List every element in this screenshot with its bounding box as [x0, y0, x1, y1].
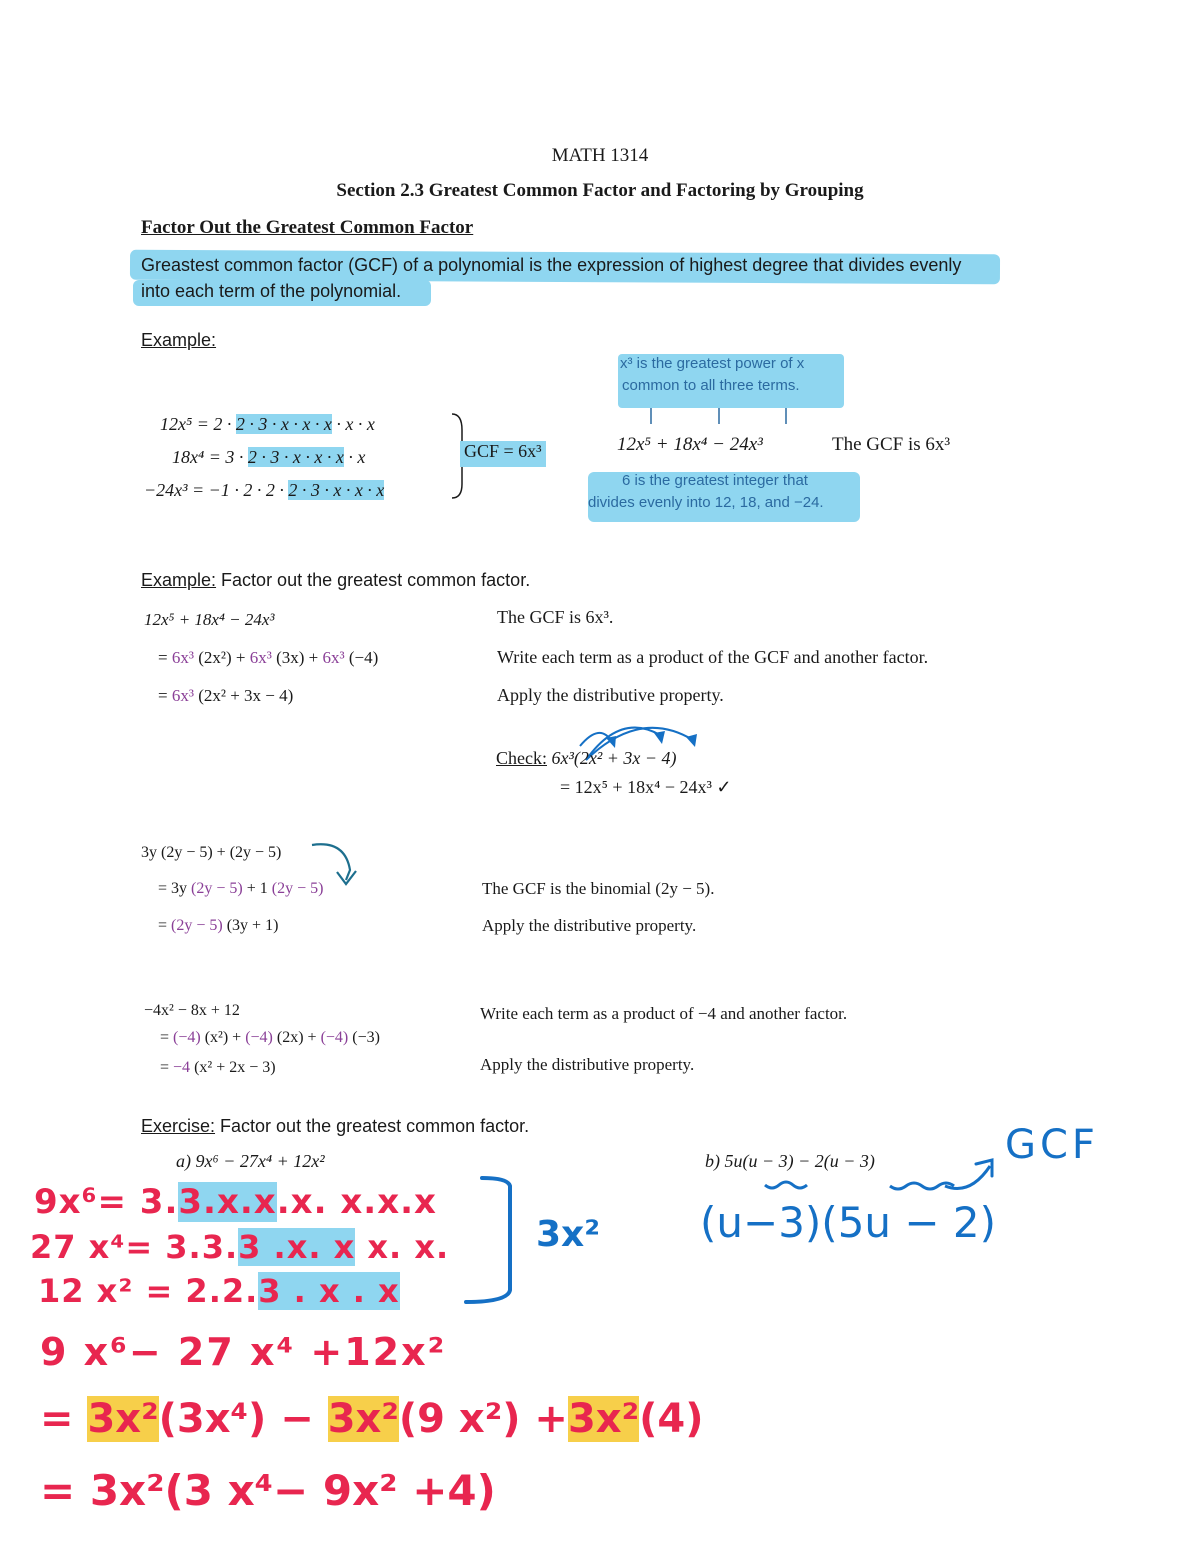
factorization-row: 12x⁵ = 2 · 2 · 3 · x · x · x · x · x: [160, 414, 375, 434]
example-label: Example:: [141, 330, 217, 350]
factorization-row: −24x³ = −1 · 2 · 2 · 2 · 3 · x · x · x: [144, 480, 385, 500]
exercise-part-a: a) 9x⁶ − 27x⁴ + 12x²: [176, 1151, 325, 1171]
example-heading: Example: Factor out the greatest common factor.: [141, 570, 531, 590]
step-text: Apply the distributive property.: [497, 685, 724, 705]
gcf-label: GCF = 6x³: [460, 441, 546, 467]
math-line: = −4 (x² + 2x − 3): [160, 1059, 276, 1076]
handwritten-gcf-label: GCF: [1005, 1122, 1099, 1168]
math-line: = 3y (2y − 5) + 1 (2y − 5): [158, 880, 324, 897]
definition-line: into each term of the polynomial.: [141, 281, 402, 301]
check-result: = 12x⁵ + 18x⁴ − 24x³ ✓: [560, 777, 732, 797]
handwritten-step: = 3x²(3x⁴) − 3x²(9 x²) +3x²(4): [40, 1396, 704, 1442]
math-line: = 6x³ (2x²) + 6x³ (3x) + 6x³ (−4): [158, 648, 379, 667]
step-text: Write each term as a product of −4 and another factor.: [480, 1004, 848, 1023]
handwritten-factorization-row: 12 x² = 2.2.3 . x . x: [38, 1272, 400, 1310]
step-text: Write each term as a product of the GCF and another factor.: [497, 647, 929, 667]
math-line: = (−4) (x²) + (−4) (2x) + (−4) (−3): [160, 1029, 380, 1046]
math-line: = (2y − 5) (3y + 1): [158, 917, 279, 934]
note-line: divides evenly into 12, 18, and −24.: [588, 494, 824, 511]
expression: 12x⁵ + 18x⁴ − 24x³: [617, 434, 763, 455]
math-line: 12x⁵ + 18x⁴ − 24x³: [144, 610, 275, 629]
math-line: −4x² − 8x + 12: [144, 1002, 240, 1019]
exercise-heading: Exercise: Factor out the greatest common factor.: [141, 1116, 530, 1136]
definition-line: Greastest common factor (GCF) of a polynomial is the expression of highest degree that divides evenly: [141, 255, 962, 275]
note-line: common to all three terms.: [622, 377, 800, 394]
note-line: 6 is the greatest integer that: [622, 472, 808, 489]
step-text: Apply the distributive property.: [482, 916, 697, 935]
handwritten-expression: 9 x⁶− 27 x⁴ +12x²: [40, 1330, 447, 1374]
factorization-row: 18x⁴ = 3 · 2 · 3 · x · x · x · x: [172, 447, 366, 467]
check-line: Check: 6x³(2x² + 3x − 4): [496, 748, 677, 768]
handwritten-gcf: 3x²: [536, 1214, 601, 1255]
math-line: = 6x³ (2x² + 3x − 4): [158, 686, 294, 705]
subheading: Factor Out the Greatest Common Factor: [141, 217, 474, 238]
handwritten-factorization-row: 9x⁶= 3.3.x.x.x. x.x.x: [34, 1182, 437, 1222]
math-line: 3y (2y − 5) + (2y − 5): [141, 844, 282, 861]
section-title: Section 2.3 Greatest Common Factor and Factoring by Grouping: [336, 180, 864, 201]
handwritten-factorization-row: 27 x⁴= 3.3.3 .x. x x. x.: [30, 1228, 450, 1266]
step-text: Apply the distributive property.: [480, 1055, 695, 1074]
note-line: x³ is the greatest power of x: [620, 355, 805, 372]
handwritten-answer: = 3x²(3 x⁴− 9x² +4): [40, 1466, 496, 1515]
gcf-statement: The GCF is 6x³: [832, 434, 951, 455]
exercise-part-b: b) 5u(u − 3) − 2(u − 3): [705, 1151, 875, 1171]
handwritten-answer: (u−3)(5u − 2): [700, 1198, 997, 1247]
course-title: MATH 1314: [551, 145, 649, 166]
step-text: The GCF is 6x³.: [497, 607, 614, 627]
step-text: The GCF is the binomial (2y − 5).: [482, 879, 715, 898]
